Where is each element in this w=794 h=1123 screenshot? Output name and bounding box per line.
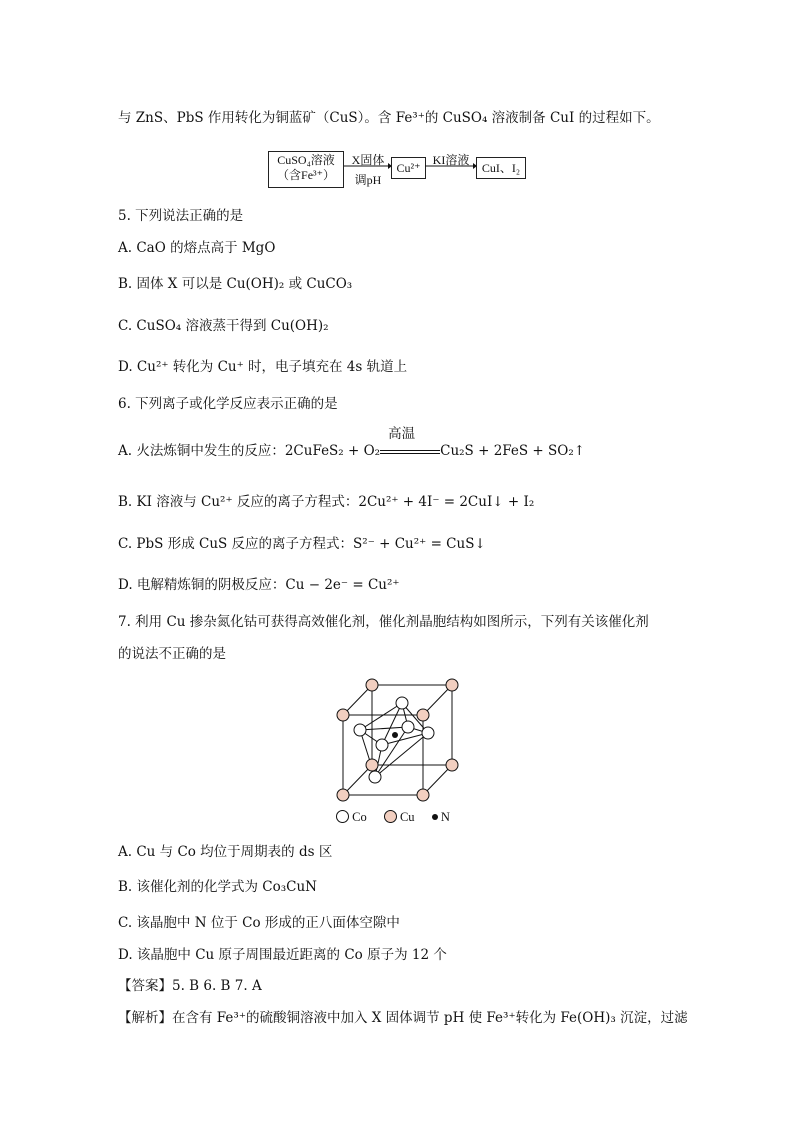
co-legend-icon [336,810,349,823]
co-atom [354,724,366,736]
flow-arrow1 [344,160,392,172]
crystal-cell-figure [330,675,465,805]
q6-option-d: D. 电解精炼铜的阴极反应：Cu − 2e⁻ = Cu²⁺ [118,577,400,593]
co-atom [396,697,408,709]
co-atom [402,721,414,733]
cu-atom [337,709,349,721]
q7-stem-line1: 7. 利用 Cu 掺杂氮化钴可获得高效催化剂，催化剂晶胞结构如图所示，下列有关该催化剂 [118,614,649,630]
q6-stem: 6. 下列离子或化学反应表示正确的是 [118,396,338,412]
flow-box1-line1: CuSO₄溶液 [277,153,335,167]
q6-a-condition-arrow [380,426,440,461]
n-legend-label: N [440,810,450,824]
q5-stem: 5. 下列说法正确的是 [118,208,244,224]
q6-option-a [118,426,586,461]
flow-box-cuso4 [268,151,344,188]
flow-arrow1-top-label: X固体 [351,153,385,167]
q6-option-c: C. PbS 形成 CuS 反应的离子方程式：S²⁻ + Cu²⁺ = CuS↓ [118,536,486,552]
analysis-line: 【解析】在含有 Fe³⁺的硫酸铜溶液中加入 X 固体调节 pH 使 Fe³⁺转化为 Fe(OH)₃ 沉淀，过滤 [118,1010,688,1026]
co-atom [369,771,381,783]
flow-arrow2-top-label: KI溶液 [432,153,470,167]
q5-option-c: C. CuSO₄ 溶液蒸干得到 Cu(OH)₂ [118,318,329,334]
flow-box1-line2: （含Fe³⁺） [277,168,335,182]
cu-atom [446,679,458,691]
q6-a-condition: 高温 [388,426,416,442]
cu-atom [446,759,458,771]
cu-atom [366,759,378,771]
flow-arrow2 [425,160,477,172]
flow-box-cu2plus: Cu²⁺ [391,157,426,179]
q5-option-b: B. 固体 X 可以是 Cu(OH)₂ 或 CuCO₃ [118,276,353,292]
flow-box-cui-i2: CuI、I₂ [476,157,526,179]
q7-option-b: B. 该催化剂的化学式为 Co₃CuN [118,879,317,895]
cu-atom [417,709,429,721]
n-legend-icon [432,814,438,820]
q7-option-c: C. 该晶胞中 N 位于 Co 形成的正八面体空隙中 [118,915,400,931]
cu-atom [337,789,349,801]
crystal-legend [336,810,450,825]
cu-legend-icon [384,810,397,823]
intro-text: 与 ZnS、PbS 作用转化为铜蓝矿（CuS）。含 Fe³⁺的 CuSO₄ 溶液制备 CuI 的过程如下。 [118,110,660,126]
n-atom [392,732,398,738]
co-atom [376,739,388,751]
answer-line: 【答案】5. B 6. B 7. A [118,978,262,994]
q7-option-a: A. Cu 与 Co 均位于周期表的 ds 区 [118,844,333,860]
cu-atom [366,679,378,691]
q5-option-d: D. Cu²⁺ 转化为 Cu⁺ 时，电子填充在 4s 轨道上 [118,359,408,375]
cu-legend-label: Cu [399,810,415,824]
q7-option-d: D. 该晶胞中 Cu 原子周围最近距离的 Co 原子为 12 个 [118,947,447,963]
co-atom [422,727,434,739]
cu-atom [417,789,429,801]
q6-a-products: Cu₂S + 2FeS + SO₂↑ [440,443,586,459]
q6-option-b: B. KI 溶液与 Cu²⁺ 反应的离子方程式：2Cu²⁺ + 4I⁻ = 2CuI↓ + I₂ [118,494,535,510]
q7-stem-line2: 的说法不正确的是 [118,646,226,662]
flow-arrow1-bottom-label: 调pH [354,173,382,187]
q5-option-a: A. CaO 的熔点高于 MgO [118,240,276,256]
q6-a-reactants: A. 火法炼铜中发生的反应：2CuFeS₂ + O₂ [118,443,381,459]
co-legend-label: Co [352,810,367,824]
